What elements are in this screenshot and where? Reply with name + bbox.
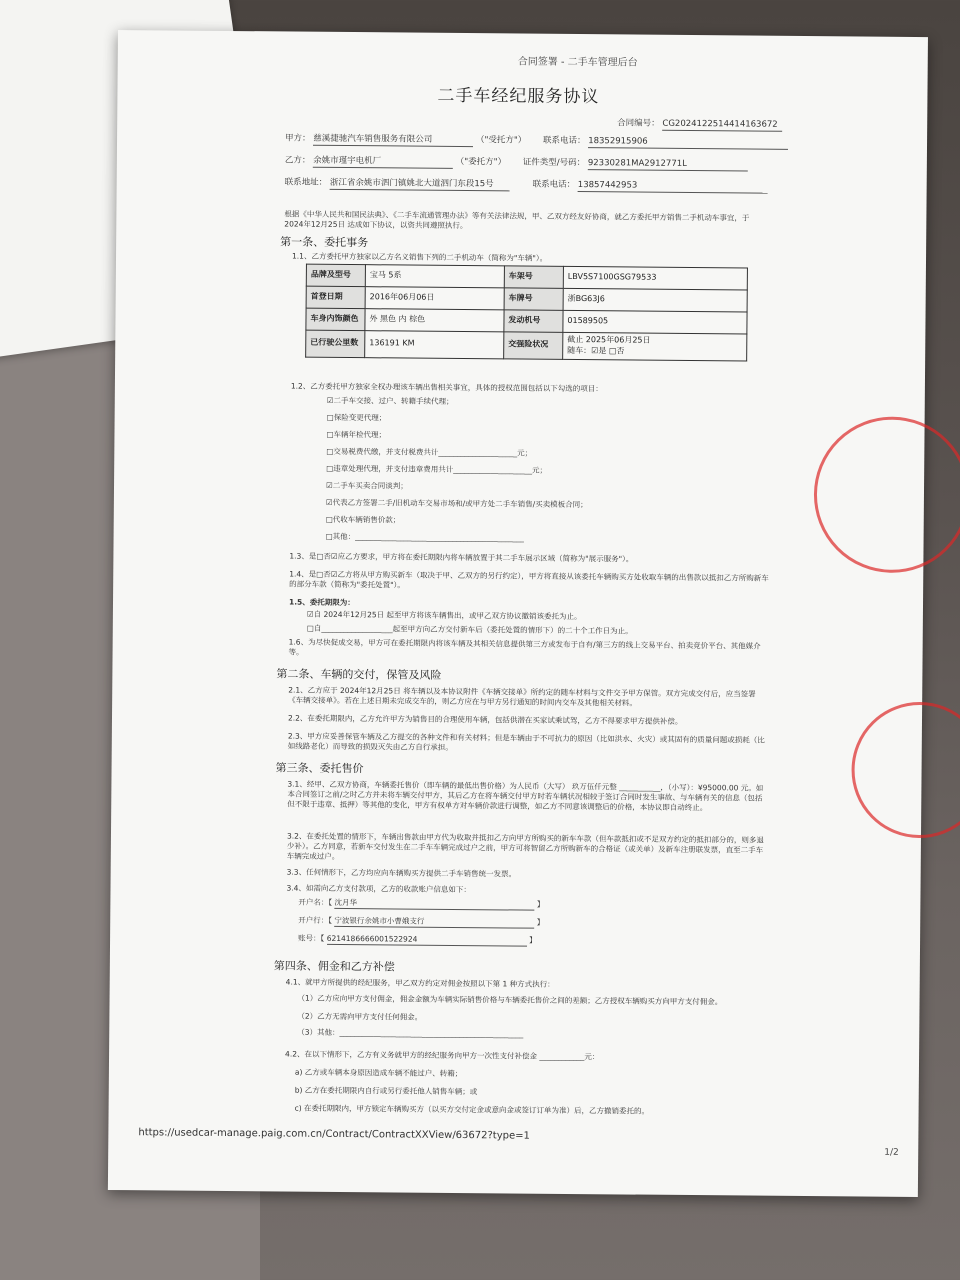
contract-no-label: 合同编号：	[617, 118, 660, 129]
clause-4-2-a: a) 乙方或车辆本身原因造成车辆不能过户、转籍；	[294, 1067, 463, 1079]
party-b-name: 余姚市瑾宇电机厂	[313, 156, 453, 170]
party-b-phone: 13857442953	[578, 180, 768, 194]
option-2: （2）乙方无需向甲方支付任何佣金。	[297, 1011, 423, 1022]
auth-item: □保险变更代理；	[326, 412, 387, 423]
vin-label: 车架号	[504, 266, 563, 289]
option-3: （3）其他：_________________________________________________	[297, 1027, 524, 1039]
party-a-label: 甲方：	[285, 133, 311, 144]
section-1-title: 第一条、委托事务	[280, 235, 369, 250]
intro-paragraph: 根据《中华人民共和国民法典》、《二手车流通管理办法》等有关法律法规，甲、乙双方经友好协商，就乙方委托甲方销售二手机动车事宜，于 2024年12月25日 达成如下协议，以资共同遵照执行。	[284, 209, 750, 231]
footer-url: https://usedcar-manage.paig.com.cn/Contract/ContractXXView/63672?type=1	[138, 1127, 530, 1142]
clause-1-5-b: □自___________________起至甲方向乙方交付新车后（委托处置的情形下）的二十个工作日为止。	[306, 623, 633, 636]
section-3-title: 第三条、委托售价	[275, 761, 364, 776]
account-name-row: 开户名：【 沈月华 】	[298, 898, 544, 911]
party-b-id: 92330281MA2912771L	[588, 158, 748, 172]
address-value: 浙江省余姚市泗门镇姚北大道泗门东段15号	[330, 178, 510, 192]
system-header: 合同签署 - 二手车管理后台	[517, 56, 638, 69]
clause-4-2-c: c) 在委托期限内，甲方锁定车辆购买方（以买方交付定金或意向金或签订订单为准）后，乙方撤销委托的。	[294, 1103, 650, 1116]
party-b-address-row	[285, 177, 885, 195]
insurance-with-car: 随车：☑是 □否	[567, 345, 625, 356]
account-row: 账号：【 6214186666001522924 】	[298, 934, 537, 947]
auth-item: □代收车辆销售价款；	[325, 514, 401, 525]
reg-date-label: 首登日期	[306, 286, 365, 309]
auth-item: ☑代表乙方签署二手/旧机动车交易市场和/或甲方处二手车销售/买卖模板合同；	[325, 497, 588, 510]
party-b-role: （"委托方"）	[455, 156, 507, 168]
contract-no-value: CG20241225144141636​72	[662, 119, 782, 133]
auth-item: □违章处理代理，并支付违章费用共计_____________________元；	[326, 463, 548, 475]
clause-3-1: 3.1、经甲、乙双方协商，车辆委托售价（即车辆的最低出售价格）为人民币（大写） 玖万伍仟元整 ___________，（小写）：¥95000.00 元。如本合同签订之前/之时乙方并未将车辆交付甲方，其后乙方在将车辆交付甲方时若车辆状况相较于签订合同时发生事故、与车辆有关的信息（包括但不限于违章、抵押）等其他的变化，甲方有权单方对车辆价款进行调整，如乙方不同意该调整后的价格，本协议即自动终止。	[287, 779, 764, 813]
account-label: 账号：	[298, 933, 321, 943]
clause-2-1: 2.1、乙方应于 2024年12月25日 将车辆以及本协议附件《车辆交接单》所约定的随车材料与文件交予甲方保管。双方完成交付后，应当签署《车辆交接单》。若在上述日期未完成交车的，则乙方应在与甲方另行通知的时间内交车及其他相关材料。	[288, 685, 756, 708]
engine-label: 发动机号	[504, 310, 563, 333]
clause-4-1: 4.1、就甲方所提供的经纪服务，甲乙双方约定对佣金按照以下第 1 种方式执行：	[285, 977, 555, 989]
auth-item: □其他：_____________________________________________	[325, 531, 524, 543]
vin-value: LBV5S7100GSG79533	[563, 266, 747, 290]
plate-value: 浙BG63J6	[563, 288, 747, 312]
auth-item: ☑二手车买卖合同谈判；	[325, 480, 408, 491]
contract-no	[617, 118, 782, 132]
party-a-name: 慈溪捷驰汽车销售服务有限公司	[313, 134, 473, 148]
insurance-expiry: 截止 2025年06月25日	[567, 334, 651, 345]
clause-1-5: 1.5、委托期限为：	[288, 597, 355, 608]
bank-label: 开户行：	[298, 915, 329, 925]
clause-2-3: 2.3、甲方应妥善保管车辆及乙方提交的各种文件和有关材料；但是车辆由于不可抗力的原因（比如洪水、火灾）或其固有的质量问题或损耗（比如线路老化）而导致的损毁灭失由乙方自行承担。	[287, 731, 765, 753]
insurance-label: 交强险状况	[504, 332, 563, 359]
clause-4-2: 4.2、在以下情形下，乙方有义务就甲方的经纪服务向甲方一次性支付补偿金 ____________元：	[285, 1049, 600, 1062]
account-value: 6214186666001522924	[327, 934, 527, 947]
party-a-phone-label: 联系电话：	[542, 135, 586, 147]
clause-1-3: 1.3、是□否☑应乙方要求，甲方将在委托期限内将车辆放置于其二手车展示区域（简称为"展示服务"）。	[289, 551, 634, 564]
clause-1-2: 1.2、乙方委托甲方独家全权办理该车辆出售相关事宜，具体的授权范围包括以下勾选的项目：	[290, 381, 603, 394]
color-label: 车身内饰颜色	[306, 308, 365, 331]
clause-3-4: 3.4、如需向乙方支付款项，乙方的收款账户信息如下：	[286, 883, 471, 895]
plate-label: 车牌号	[504, 288, 563, 311]
company-seal-lower	[851, 701, 960, 838]
party-b-phone-label: 联系电话：	[532, 179, 576, 190]
engine-value: 01589505	[563, 310, 747, 334]
clause-1-6: 1.6、为尽快促成交易，甲方可在委托期限内将该车辆及其相关信息提供第三方或发布于自有/第三方的线上交易平台、拍卖竞价平台、其他媒介等。	[288, 637, 761, 657]
bank-value: 宁波银行余姚市小曹娥支行	[334, 916, 534, 929]
party-b-label: 乙方：	[284, 155, 311, 166]
reg-date-value: 2016年06月06日	[365, 287, 504, 310]
address-label: 联系地址：	[284, 177, 328, 188]
party-a-row	[285, 133, 788, 150]
clause-3-3: 3.3、任何情形下，乙方均应向车辆购买方提供二手车销售统一发票。	[286, 867, 517, 879]
vehicle-table	[305, 264, 748, 361]
auth-item: ☑二手车交接、过户、转籍手续代理；	[326, 395, 454, 406]
account-name-label: 开户名：	[298, 897, 329, 907]
brand-value: 宝马 5系	[365, 265, 504, 288]
doc-title: 二手车经纪服务协议	[437, 85, 600, 108]
party-a-role: （"受托方"）	[475, 135, 527, 146]
party-b-row	[285, 155, 748, 172]
clause-4-2-b: b) 乙方在委托期限内自行或另行委托他人销售车辆；或	[294, 1085, 478, 1097]
clause-1-1: 1.1、乙方委托甲方独家以乙方名义销售下列的二手机动车（简称为"车辆"）。	[291, 251, 548, 263]
clause-1-5-a: ☑自 2024年12月25日 起至甲方将该车辆售出，或甲乙双方协议撤销该委托为止。	[306, 609, 582, 622]
account-name-value: 沈月华	[334, 898, 534, 911]
clause-3-2: 3.2、在委托处置的情形下，车辆出售款由甲方代为收取并抵扣乙方向甲方所购买的新车车款（但车款抵扣或不足双方约定的抵扣部分的，则多退少补）。乙方同意，若新车交付发生在二手车车辆完成过户之前，甲方可将智留乙方所购新车的合格证（或关单）及新车注册联发票，直至二手车车辆完成过户。	[286, 831, 764, 862]
mileage-value: 136191 KM	[365, 331, 504, 359]
clause-1-4: 1.4、是□否☑乙方将从甲方购买新车（取决于甲、乙双方的另行约定），甲方将直接从该委托车辆购买方处收取车辆的出售款以抵扣乙方所购新车的部分车款（简称为"委托处置"）。	[289, 569, 769, 590]
section-4-title: 第四条、佣金和乙方补偿	[273, 959, 395, 974]
section-2-title: 第二条、车辆的交付，保管及风险	[276, 667, 442, 682]
option-1: （1）乙方应向甲方支付佣金，佣金金额为车辆实际销售价格与车辆委托售价之间的差额；乙方授权车辆购买方向甲方支付佣金。	[297, 993, 723, 1007]
contract-page	[108, 30, 928, 1197]
auth-item: □交易税费代缴，并支付税费共计_____________________元；	[326, 446, 533, 458]
bank-row: 开户行：【 宁波银行余姚市小曹娥支行 】	[298, 916, 544, 929]
auth-item: □车辆年检代理；	[326, 429, 387, 440]
insurance-value	[563, 332, 747, 360]
company-seal-upper	[813, 416, 960, 573]
clause-2-2: 2.2、在委托期限内，乙方允许甲方为销售目的合理使用车辆，包括供潜在买家试乘试驾，乙方不得要求甲方提供补偿。	[287, 713, 683, 726]
party-a-phone: 18352915906	[588, 136, 788, 150]
color-value: 外 黑色 内 棕色	[365, 309, 504, 332]
mileage-label: 已行驶公里数	[306, 330, 365, 357]
party-b-id-label: 证件类型/号码：	[522, 157, 586, 169]
brand-label: 品牌及型号	[306, 264, 365, 287]
page-number: 1/2	[884, 1147, 899, 1158]
